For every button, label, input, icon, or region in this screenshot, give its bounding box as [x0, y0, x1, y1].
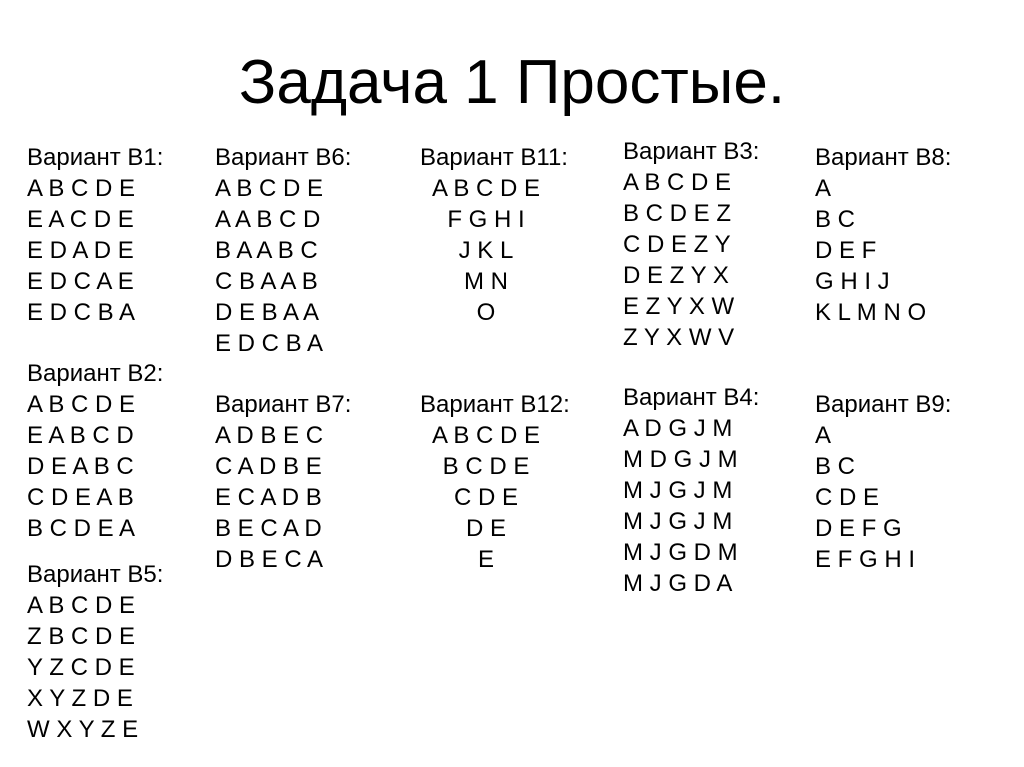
variant-line: E D A D E — [27, 237, 134, 264]
variant-line: A A B C D — [215, 206, 321, 233]
variant-line: E D C B A — [215, 330, 324, 357]
variant-line: E — [477, 546, 494, 573]
variant-label: Вариант В9: — [815, 391, 952, 418]
variant-b3 — [623, 136, 759, 353]
variant-line: B C — [815, 206, 856, 233]
variant-b1 — [27, 142, 163, 328]
variant-line: A D B E C — [215, 422, 324, 449]
variant-line: Y Z C D E — [27, 654, 135, 681]
variant-line: A — [815, 422, 832, 449]
variant-line: G H I J — [815, 268, 890, 295]
variant-line: E C A D B — [215, 484, 322, 511]
variant-line: M N — [464, 268, 508, 295]
variant-line: A B C D E — [623, 169, 732, 196]
variant-line: O — [476, 299, 496, 326]
variant-line: E D C A E — [27, 268, 134, 295]
variant-line: D E F G — [815, 515, 902, 542]
variant-line: C B A A B — [215, 268, 318, 295]
variant-line: E Z Y X W — [623, 293, 735, 320]
variant-line: A — [815, 175, 832, 202]
variant-label: Вариант В12: — [420, 391, 570, 418]
variant-line: E A B C D — [27, 422, 134, 449]
variant-line: A B C D E — [215, 175, 324, 202]
variant-b7 — [215, 389, 351, 575]
variant-line: C D E Z Y — [623, 231, 731, 258]
variant-line: A B C D E — [27, 391, 136, 418]
variant-b9 — [815, 389, 951, 575]
variant-line: B C D E Z — [623, 200, 732, 227]
variant-line: K L M N O — [815, 299, 927, 326]
variant-line: C D E A B — [27, 484, 134, 511]
variant-line: A D G J M — [623, 415, 733, 442]
variant-line: F G H I — [447, 206, 525, 233]
variant-line: M J G J M — [623, 508, 733, 535]
variant-line: M J G D M — [623, 539, 738, 566]
variant-line: D E F — [815, 237, 877, 264]
variant-line: E F G H I — [815, 546, 916, 573]
variant-line: W X Y Z E — [27, 716, 139, 743]
variant-b12 — [420, 389, 570, 575]
variant-line: B C — [815, 453, 856, 480]
variant-b2 — [27, 358, 163, 544]
variant-label: Вариант В1: — [27, 144, 164, 171]
variant-line: Z B C D E — [27, 623, 136, 650]
variant-line: A B C D E — [431, 422, 541, 449]
variant-b4 — [623, 382, 759, 599]
variant-line: D E A B C — [27, 453, 134, 480]
variant-label: Вариант В6: — [215, 144, 352, 171]
variant-line: D E B A A — [215, 299, 320, 326]
variant-label: Вариант В2: — [27, 360, 164, 387]
variant-line: C D E — [815, 484, 880, 511]
variant-label: Вариант В4: — [623, 384, 760, 411]
variant-b11 — [420, 142, 568, 328]
variant-b5 — [27, 559, 163, 745]
variant-b6 — [215, 142, 351, 359]
variant-label: Вариант В3: — [623, 138, 760, 165]
page-title: Задача 1 Простые. — [238, 48, 786, 117]
variant-b8 — [815, 142, 951, 328]
variant-line: D E — [465, 515, 506, 542]
variant-line: A B C D E — [27, 175, 136, 202]
variant-line: Z Y X W V — [623, 324, 735, 351]
variant-line: B C D E — [442, 453, 530, 480]
variant-label: Вариант В7: — [215, 391, 352, 418]
variant-line: C D E — [453, 484, 518, 511]
variant-label: Вариант В5: — [27, 561, 164, 588]
variant-label: Вариант В8: — [815, 144, 952, 171]
variant-line: D E Z Y X — [623, 262, 729, 289]
variant-label: Вариант В11: — [420, 144, 568, 171]
variant-line: B A A B C — [215, 237, 318, 264]
variant-line: E A C D E — [27, 206, 134, 233]
variant-line: M J G D A — [623, 570, 733, 597]
variant-line: C A D B E — [215, 453, 322, 480]
variant-line: A B C D E — [431, 175, 541, 202]
variant-line: D B E C A — [215, 546, 324, 573]
variant-line: J K L — [458, 237, 514, 264]
variant-line: B C D E A — [27, 515, 136, 542]
variant-line: E D C B A — [27, 299, 136, 326]
variant-line: M D G J M — [623, 446, 738, 473]
variant-line: B E C A D — [215, 515, 322, 542]
variant-line: X Y Z D E — [27, 685, 133, 712]
variant-line: A B C D E — [27, 592, 136, 619]
variant-line: M J G J M — [623, 477, 733, 504]
